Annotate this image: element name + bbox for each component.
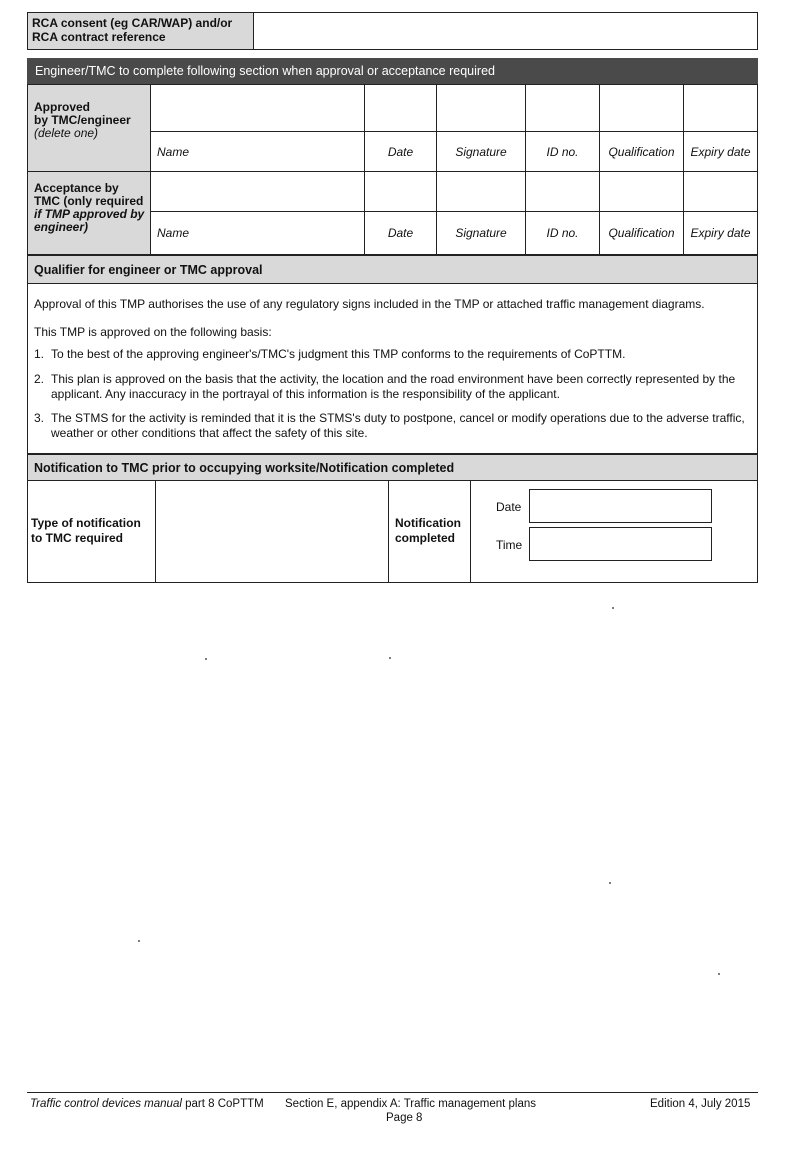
notification-date-label: Date: [496, 500, 522, 514]
approved-col-date: Date: [387, 144, 414, 159]
acceptance-date-field[interactable]: [365, 172, 436, 211]
engineer-section-header: Engineer/TMC to complete following section when approval or acceptance required: [27, 58, 758, 84]
acceptance-col-id: ID no.: [546, 226, 579, 240]
qualifier-item-2: 2. This plan is approved on the basis that the activity, the location and the road environment have been correctly represented by the applicant. Any inaccuracy in the portrayal of this information is the responsibility of the applicant.: [34, 372, 736, 401]
acceptance-col-name: Name: [157, 226, 190, 240]
footer-manual: Traffic control devices manual part 8 CoPTTM: [30, 1098, 264, 1110]
qualifier-header: Qualifier for engineer or TMC approval: [28, 256, 757, 284]
qualifier-item-3: 3. The STMS for the activity is reminded that it is the STMS's duty to postpone, cancel or modify operations due to the adverse traffic, weather or other conditions that affect the safety of this site.: [34, 411, 745, 440]
footer-edition: Edition 4, July 2015: [650, 1098, 751, 1110]
notification-header: Notification to TMC prior to occupying worksite/Notification completed: [28, 455, 757, 481]
acceptance-signature-field[interactable]: [437, 172, 525, 211]
notification-type-field[interactable]: [156, 482, 388, 582]
acceptance-col-date: Date: [387, 226, 414, 240]
approved-signature-field[interactable]: [437, 85, 525, 131]
qualifier-paragraph-1: Approval of this TMP authorises the use of any regulatory signs included in the TMP or attached traffic management diagrams.: [34, 297, 705, 311]
acceptance-col-expiry: Expiry date: [690, 226, 751, 240]
approved-expiry-field[interactable]: [684, 85, 757, 131]
footer-section: Section E, appendix A: Traffic management plans: [285, 1098, 537, 1110]
footer-rule: [27, 1092, 758, 1093]
notification-completed-label: Notification completed: [395, 516, 461, 545]
notification-time-label: Time: [496, 538, 523, 552]
acceptance-col-signature: Signature: [455, 226, 507, 240]
acceptance-qualification-field[interactable]: [600, 172, 683, 211]
approved-col-signature: Signature: [455, 144, 507, 159]
approved-col-name: Name: [157, 144, 190, 159]
acceptance-expiry-field[interactable]: [684, 172, 757, 211]
notification-date-field[interactable]: [529, 489, 712, 523]
acceptance-name-field[interactable]: [151, 172, 364, 211]
approved-qualification-field[interactable]: [600, 85, 683, 131]
approved-name-field[interactable]: [151, 85, 364, 131]
rca-label: RCA consent (eg CAR/WAP) and/or RCA contract reference: [28, 13, 254, 49]
notification-type-label: Type of notification to TMC required: [31, 516, 141, 545]
acceptance-id-field[interactable]: [526, 172, 599, 211]
approved-col-qualification: Qualification: [608, 144, 675, 159]
approved-label: Approved by TMC/engineer (delete one): [28, 85, 150, 171]
approved-col-expiry: Expiry date: [690, 144, 751, 159]
acceptance-col-qualification: Qualification: [608, 226, 675, 240]
approved-date-field[interactable]: [365, 85, 436, 131]
qualifier-item-1: 1. To the best of the approving engineer's/TMC's judgment this TMP conforms to the requirements of CoPTTM.: [34, 347, 626, 361]
approved-id-field[interactable]: [526, 85, 599, 131]
footer-page: Page 8: [386, 1112, 423, 1124]
notification-time-field[interactable]: [529, 527, 712, 561]
rca-reference-field[interactable]: [255, 13, 757, 49]
approved-col-id: ID no.: [546, 144, 579, 159]
qualifier-paragraph-2: This TMP is approved on the following basis:: [34, 325, 272, 339]
acceptance-label: Acceptance by TMC (only required if TMP approved by engineer): [28, 172, 150, 254]
